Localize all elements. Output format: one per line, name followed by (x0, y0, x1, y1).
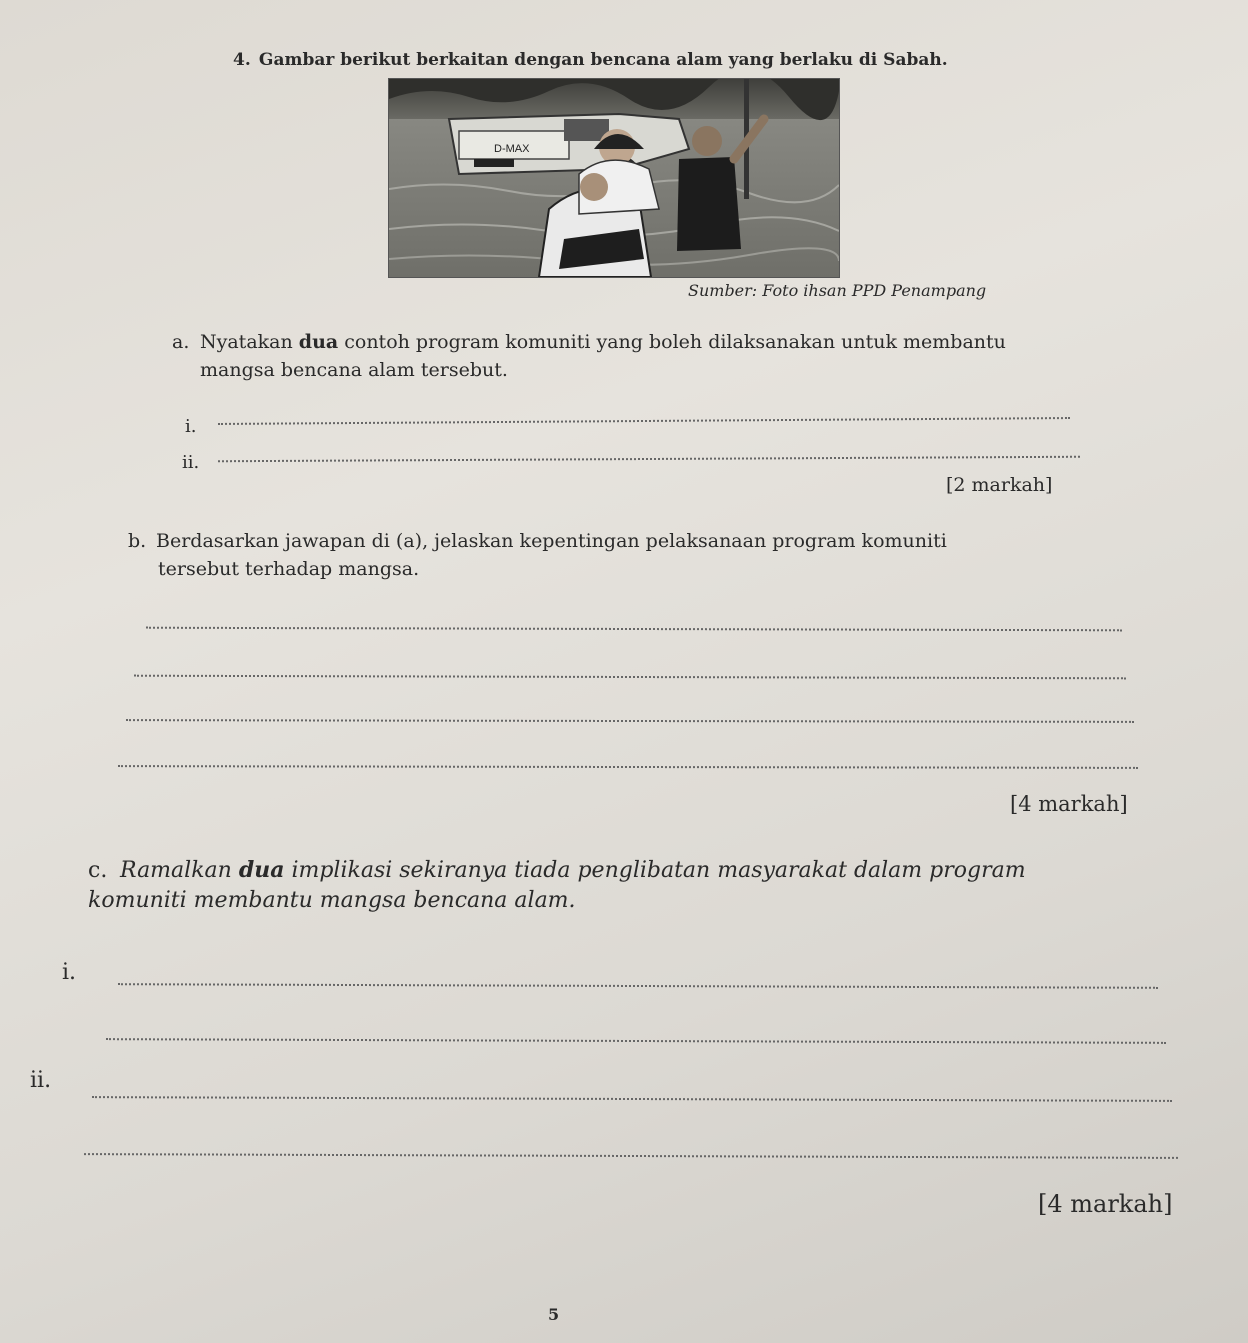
part-a-question (172, 328, 1112, 384)
part-b-text-line1: Berdasarkan jawapan di (a), jelaskan kepentingan pelaksanaan program komuniti (156, 530, 947, 552)
part-c-text-bold: dua (238, 857, 285, 883)
part-a-text-after: contoh program komuniti yang boleh dilaksanakan untuk membantu (338, 331, 1006, 353)
part-a-item-1-label: i. (185, 416, 197, 437)
part-b-answer-line-4[interactable] (118, 765, 1138, 769)
question-number: 4. (233, 50, 251, 70)
part-c-text-after: implikasi sekiranya tiada penglibatan masyarakat dalam program (284, 858, 1026, 883)
part-c-letter: c. (88, 858, 108, 883)
part-c-answer-line-1[interactable] (118, 983, 1158, 989)
part-b-answer-line-3[interactable] (126, 719, 1134, 723)
part-a-item-2-label: ii. (182, 452, 200, 473)
part-b-question (128, 527, 1118, 583)
part-b-text-line2: tersebut terhadap mangsa. (158, 558, 420, 580)
part-c-item-1-label: i. (62, 960, 77, 985)
part-a-answer-line-1[interactable] (218, 417, 1070, 425)
part-b-answer-line-2[interactable] (134, 675, 1126, 680)
photo-caption: Sumber: Foto ihsan PPD Penampang (688, 281, 987, 300)
part-c-text-line2: komuniti membantu mangsa bencana alam. (88, 888, 576, 913)
part-a-text-before: Nyatakan (200, 331, 299, 353)
part-b-marks: [4 markah] (1010, 792, 1128, 816)
flood-photo (388, 78, 840, 278)
part-c-marks: [4 markah] (1038, 1190, 1173, 1218)
part-c-answer-line-2[interactable] (106, 1038, 1166, 1044)
question-heading (233, 50, 948, 70)
part-c-item-2-label: ii. (30, 1068, 52, 1093)
part-b-answer-line-1[interactable] (146, 627, 1122, 632)
page-number: 5 (548, 1305, 560, 1324)
part-a-text-bold: dua (298, 331, 339, 353)
part-a-marks: [2 markah] (946, 474, 1053, 496)
part-b-letter: b. (128, 530, 147, 552)
part-c-answer-line-4[interactable] (84, 1153, 1178, 1159)
part-c-text-before: Ramalkan (120, 858, 239, 883)
part-c-question (88, 855, 1148, 916)
part-c-answer-line-3[interactable] (92, 1096, 1172, 1102)
part-a-text-line2: mangsa bencana alam tersebut. (200, 359, 508, 381)
part-a-answer-line-2[interactable] (218, 456, 1080, 463)
truck-text: D-MAX (494, 143, 530, 155)
part-a-letter: a. (172, 331, 190, 353)
question-text: Gambar berikut berkaitan dengan bencana alam yang berlaku di Sabah. (258, 50, 948, 70)
